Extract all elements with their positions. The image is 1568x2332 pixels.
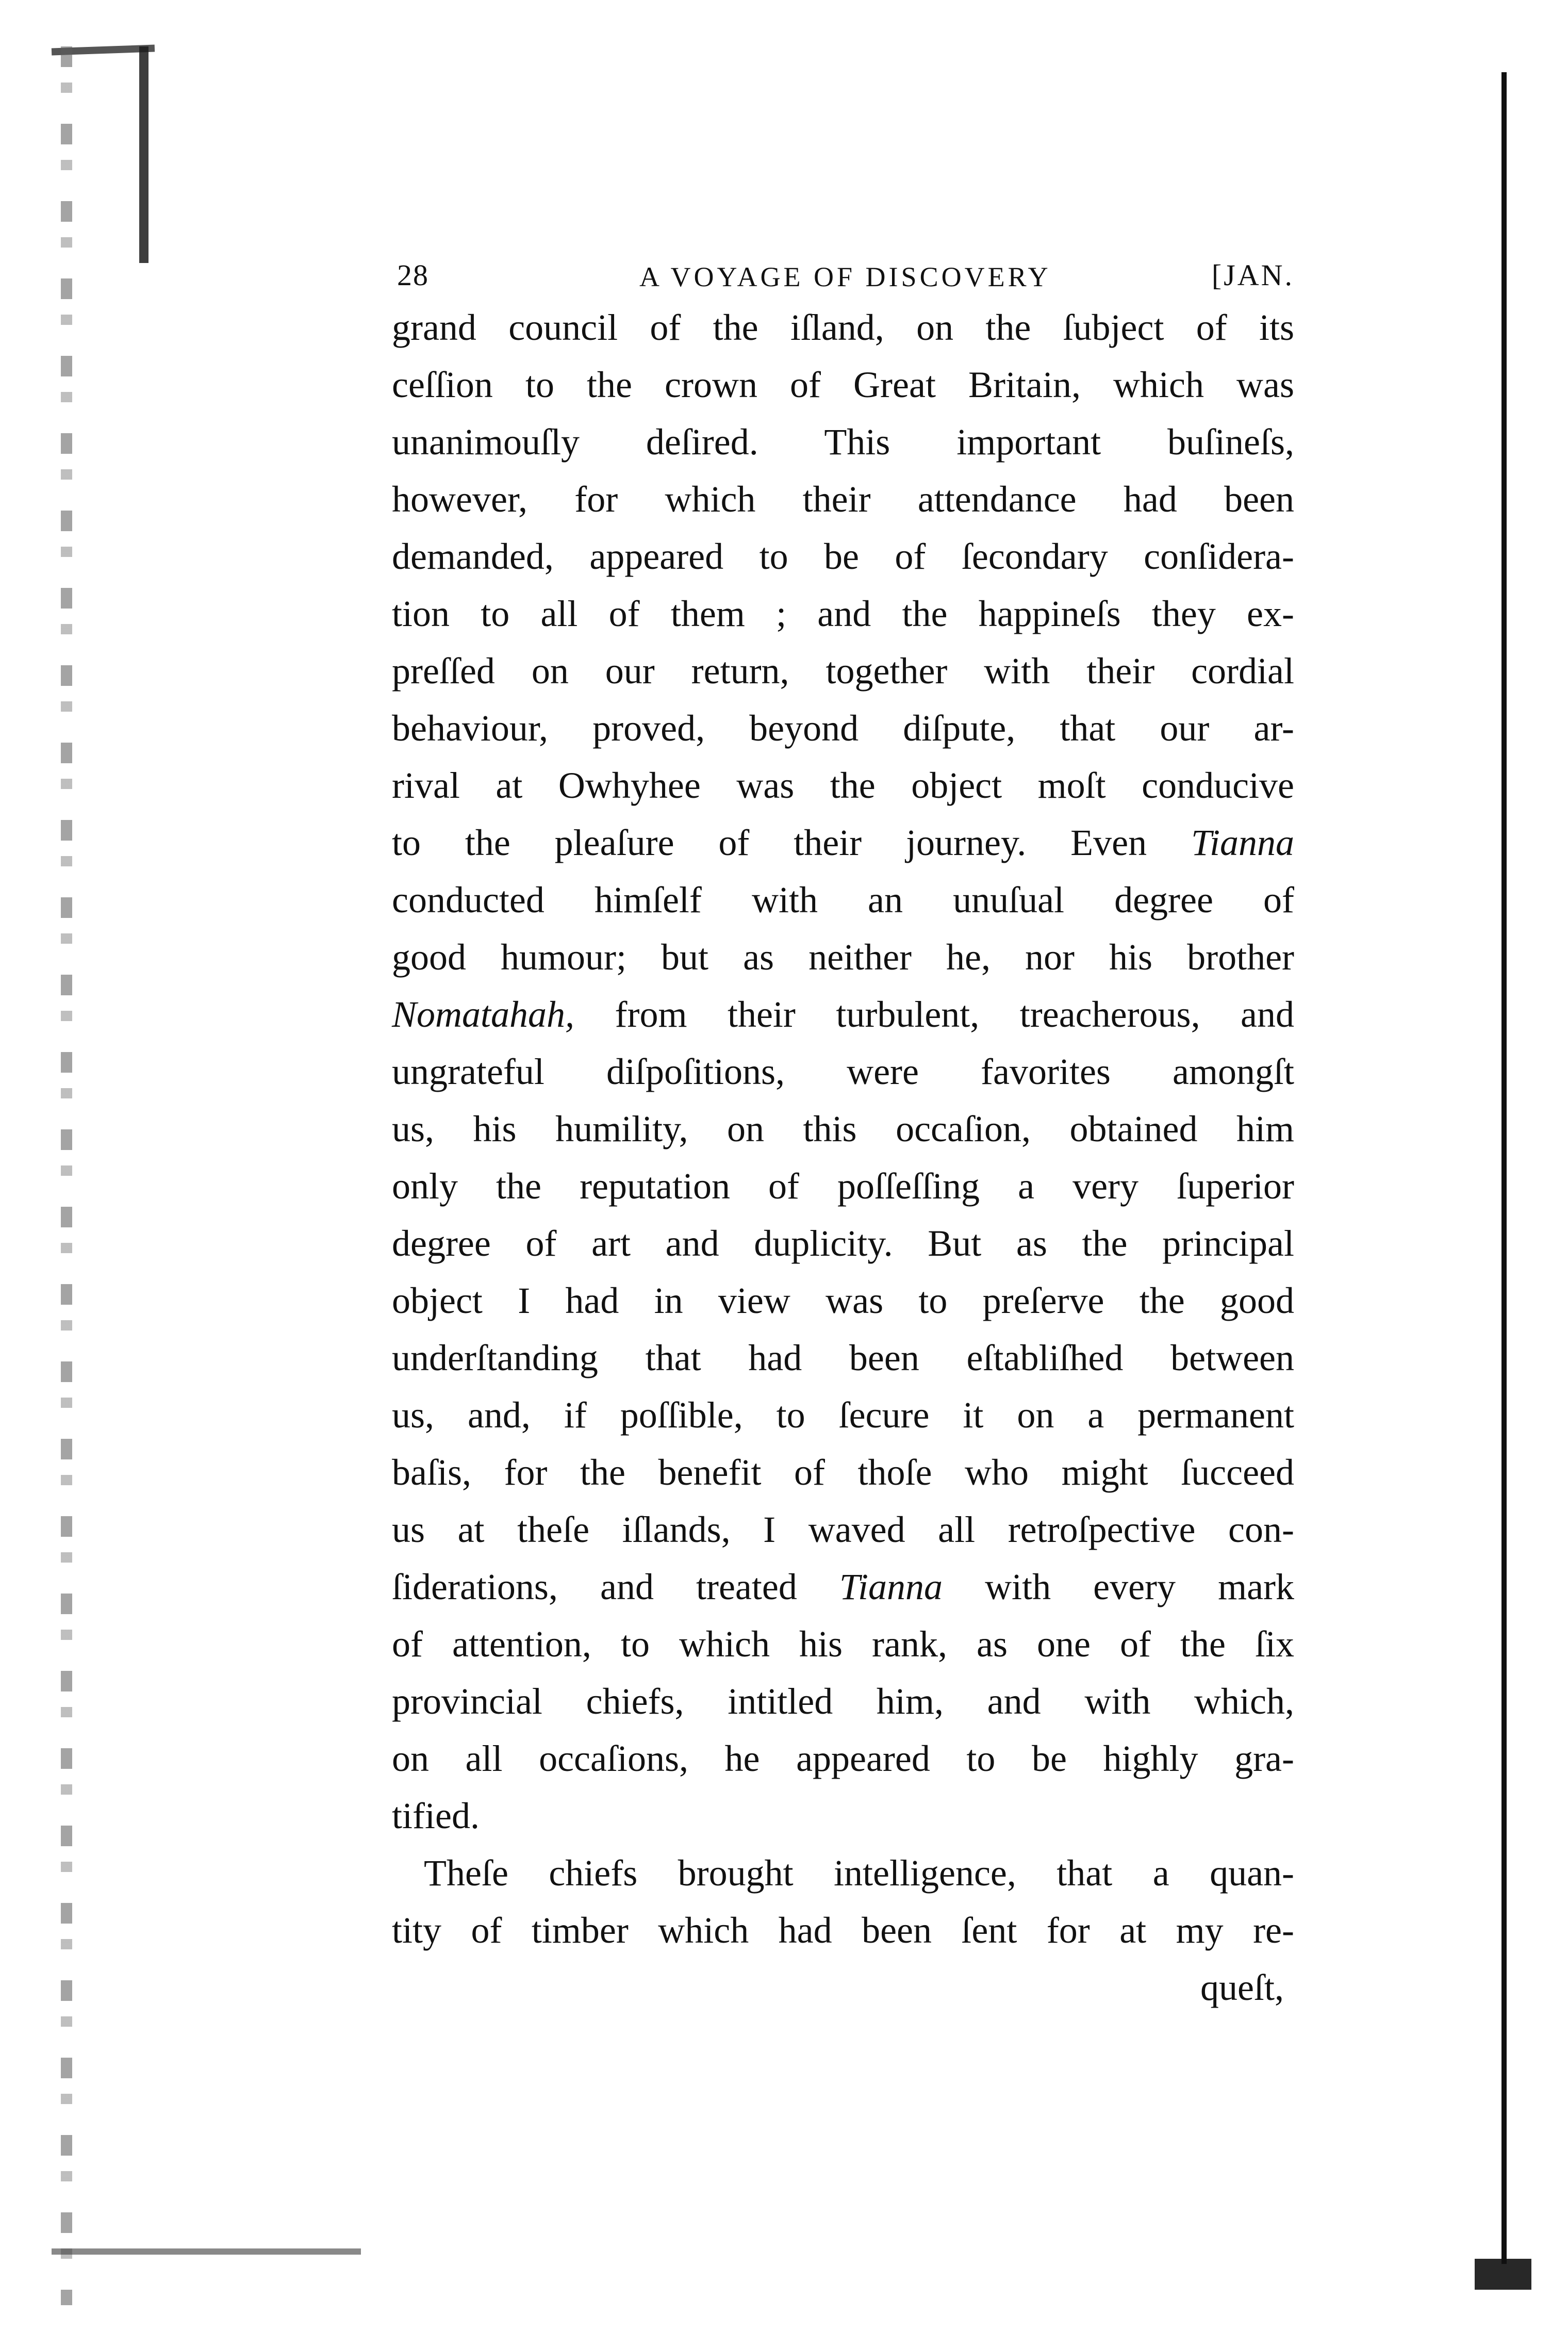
text-line-22: us at theſe iſlands, I waved all retroſpective con-	[392, 1509, 1294, 1550]
text-line-12: good humour; but as neither he, nor his brother	[392, 937, 1294, 978]
text-line-23-start: ſiderations, and treated	[392, 1566, 797, 1607]
text-line-13	[392, 986, 1294, 1043]
text-line-26: on all occaſions, he appeared to be highly gra-	[392, 1738, 1294, 1779]
text-line-14: ungrateful diſpoſitions, were favorites amongſt	[392, 1051, 1294, 1092]
text-line-6: tion to all of them ; and the happineſs they ex-	[392, 593, 1294, 634]
text-line-17: degree of art and duplicity. But as the principal	[392, 1223, 1294, 1264]
text-line-29: tity of timber which had been ſent for at my re-	[392, 1910, 1294, 1951]
text-line-9: rival at Owhyhee was the object moſt conducive	[392, 765, 1294, 806]
text-line-16: only the reputation of poſſeſſing a very ſuperior	[392, 1165, 1294, 1207]
running-head-month: [JAN.	[1211, 258, 1294, 292]
text-line-15: us, his humility, on this occaſion, obtained him	[392, 1108, 1294, 1149]
catchword: queſt,	[1200, 1967, 1284, 2008]
text-line-10-main: to the pleaſure of their journey. Even	[392, 822, 1147, 863]
scan-edge-left	[61, 46, 72, 2305]
scan-edge-left-bar	[139, 46, 148, 263]
text-line-4: however, for which their attendance had been	[392, 479, 1294, 520]
running-head	[392, 258, 1294, 299]
text-line-10	[392, 814, 1294, 872]
page-text-block	[392, 258, 1294, 2016]
text-line-23-end: with every mark	[985, 1566, 1295, 1607]
text-line-19: underſtanding that had been eſtabliſhed between	[392, 1337, 1294, 1378]
page-number: 28	[397, 258, 429, 292]
text-line-8: behaviour, proved, beyond diſpute, that our ar-	[392, 708, 1294, 749]
text-line-13-main: from their turbulent, treacherous, and	[615, 994, 1295, 1035]
name-tianna-1: Tianna	[1191, 822, 1295, 863]
name-nomatahah: Nomatahah,	[392, 994, 575, 1035]
text-line-2: ceſſion to the crown of Great Britain, which was	[392, 364, 1294, 405]
text-line-28: Theſe chiefs brought intelligence, that a quan-	[424, 1852, 1294, 1894]
text-line-11: conducted himſelf with an unuſual degree of	[392, 879, 1294, 921]
text-line-25: provincial chiefs, intitled him, and with which,	[392, 1681, 1294, 1722]
text-line-18: object I had in view was to preſerve the good	[392, 1280, 1294, 1321]
name-tianna-2: Tianna	[839, 1566, 943, 1607]
text-line-3: unanimouſly deſired. This important buſineſs,	[392, 421, 1294, 463]
scan-edge-right-foot	[1475, 2259, 1531, 2290]
text-line-20: us, and, if poſſible, to ſecure it on a permanent	[392, 1394, 1294, 1436]
scan-edge-right	[1501, 72, 1507, 2264]
text-line-24: of attention, to which his rank, as one of the ſix	[392, 1623, 1294, 1665]
text-line-7: preſſed on our return, together with their cordial	[392, 650, 1294, 692]
text-line-21: baſis, for the benefit of thoſe who might ſucceed	[392, 1452, 1294, 1493]
text-line-1: grand council of the iſland, on the ſubject of its	[392, 307, 1294, 348]
running-head-title: A VOYAGE OF DISCOVERY	[639, 261, 1051, 292]
scan-edge-bottom	[52, 2248, 361, 2255]
text-line-27: tified.	[392, 1795, 480, 1836]
text-line-23	[392, 1558, 1294, 1616]
text-line-5: demanded, appeared to be of ſecondary conſidera-	[392, 536, 1294, 577]
